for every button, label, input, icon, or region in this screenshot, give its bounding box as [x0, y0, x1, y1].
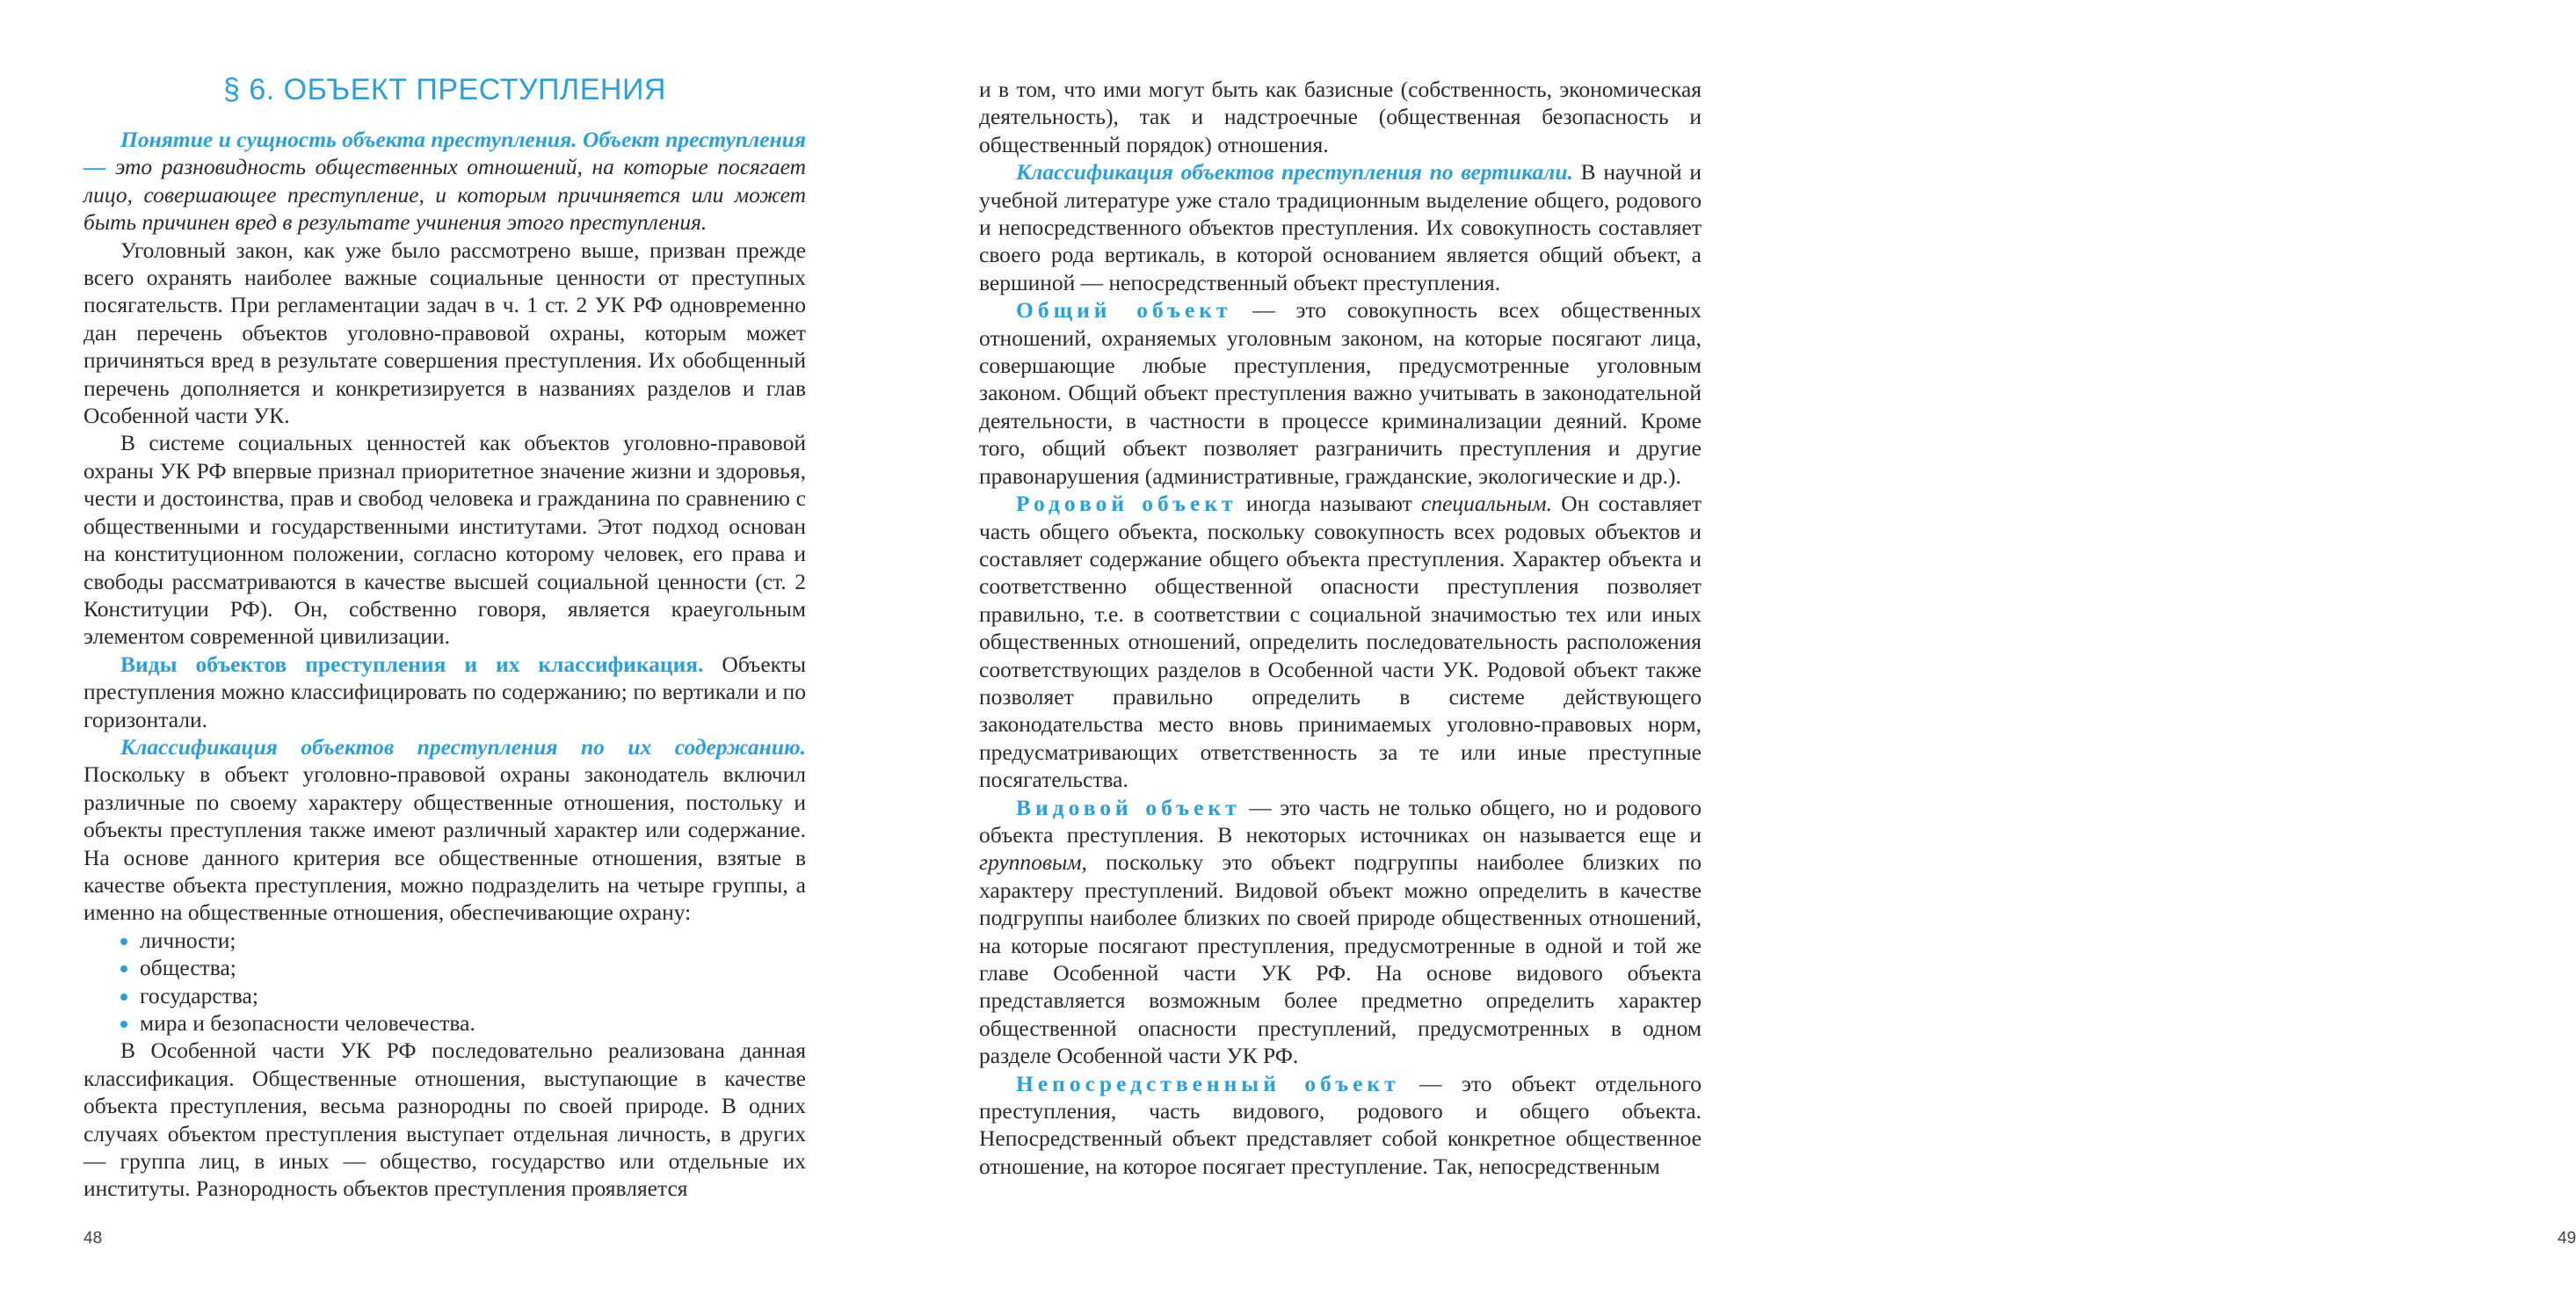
- subheading-vertical-classification: Классификация объектов преступления по вертикали.: [1016, 159, 1573, 186]
- paragraph-text: — это объект отдельного преступления, часть видового, родового и общего объекта. Непосредственный объект представляет собой конкретное общественное отношение, на которое посягает преступление. Так, непосредственным: [979, 1070, 1702, 1179]
- term-species-object: Видовой объект: [1016, 794, 1241, 820]
- bullet-icon: [120, 1021, 127, 1028]
- paragraph-content-classification: [83, 733, 806, 927]
- paragraph-definition: [83, 126, 806, 237]
- right-page: [879, 0, 2576, 1310]
- subheading-concept: Понятие и сущность объекта преступления. Объект преступления —: [83, 127, 806, 180]
- paragraph-text: иногда называют: [1237, 491, 1422, 517]
- left-column: [83, 126, 806, 1203]
- list-item-text: государства;: [140, 982, 258, 1008]
- bullet-icon: [120, 965, 127, 972]
- section-title: § 6. ОБЪЕКТ ПРЕСТУПЛЕНИЯ: [223, 73, 666, 106]
- list-item: [120, 982, 806, 1009]
- paragraph-text: — это совокупность всех общественных отношений, охраняемых уголовным законом, на которые посягают лица, совершающие любые преступления, предусмотренные уголовным законом. Общий объект преступления важно учитывать в законодательной деятельности, в частности в процессе криминализации деяний. Кроме того, общий объект позволяет разграничить преступления и другие правонарушения (административные, гражданские, экологические и др.).: [979, 297, 1702, 489]
- subheading-content-classification: Классификация объектов преступления по их содержанию.: [120, 733, 806, 760]
- paragraph-continuation: и в том, что ими могут быть как базисные (собственность, экономическая деятельность), так и надстроечные (общественная безопасность и общественный порядок) отношения.: [979, 76, 1702, 157]
- left-page: [0, 0, 879, 1310]
- paragraph-generic-object: [979, 490, 1702, 793]
- paragraph-general-object: [979, 296, 1702, 490]
- list-item-text: общества;: [140, 955, 236, 981]
- list-item-text: мира и безопасности человечества.: [140, 1010, 475, 1036]
- list-item: [120, 1009, 806, 1037]
- emphasis-text: специальным.: [1421, 491, 1552, 517]
- paragraph-text: В научной и учебной литературе уже стало традиционным выделение общего, родового и непосредственного объектов преступления. Их совокупность составляет своего рода вертикаль, в которой основанием является общий объект, а вершиной — непосредственный объект преступления.: [979, 159, 1702, 295]
- list-item: [120, 954, 806, 981]
- list-item-text: личности;: [140, 927, 236, 953]
- page-number-right: 49: [2558, 1229, 2576, 1248]
- subheading-types: Виды объектов преступления и их классификация.: [120, 651, 704, 677]
- paragraph: В Особенной части УК РФ последовательно реализована данная классификация. Общественные отношения, выступающие в качестве объекта преступления, весьма разнородны по своей природе. В одних случаях объектом преступления выступает отдельная личность, в других — группа лиц, в иных — общество, государство или отдельные их институты. Разнородность объектов преступления проявляется: [83, 1037, 806, 1202]
- bullet-icon: [120, 993, 127, 1001]
- paragraph-direct-object: [979, 1070, 1702, 1181]
- paragraph: Уголовный закон, как уже было рассмотрено выше, призван прежде всего охранять наиболее важные социальные ценности от преступных посягательств. При регламентации задач в ч. 1 ст. 2 УК РФ одновременно дан перечень объектов уголовно-правовой охраны, которым может причиняться вред в результате совершения преступления. Их обобщенный перечень дополняется и конкретизируется в названиях разделов и глав Особенной части УК.: [83, 237, 806, 429]
- paragraph-species-object: [979, 794, 1702, 1070]
- term-generic-object: Родовой объект: [1016, 491, 1237, 517]
- paragraph-types: [83, 651, 806, 733]
- right-column: [979, 76, 1702, 1180]
- term-general-object: Общий объект: [1016, 297, 1232, 324]
- page-number-left: 48: [83, 1229, 103, 1248]
- paragraph-text: Он составляет часть общего объекта, поскольку совокупность всех родовых объектов и составляет содержание общего объекта преступления. Характер объекта и соответственно общественной опасности преступления позволяет правильно, т.е. в соответствии с социальной значимостью тех или иных общественных отношений, определить последовательность расположения соответствующих разделов в Особенной части УК. Родовой объект также позволяет правильно определить в системе действующего законодательства место вновь принимаемых уголовно-правовых норм, предусматривающих ответственность за те или иные преступные посягательства.: [979, 491, 1702, 793]
- bullet-icon: [120, 938, 127, 945]
- paragraph: В системе социальных ценностей как объектов уголовно-правовой охраны УК РФ впервые признал приоритетное значение жизни и здоровья, чести и достоинства, прав и свобод человека и гражданина по сравнению с общественными и государственными институтами. Этот подход основан на конституционном положении, согласно которому человек, его права и свободы рассматриваются в качестве высшей социальной ценности (ст. 2 Конституции РФ). Он, собственно говоря, является краеугольным элементом современной цивилизации.: [83, 430, 806, 650]
- paragraph-vertical-classification: [979, 158, 1702, 296]
- paragraph-text: поскольку это объект подгруппы наиболее близких по характеру преступлений. Видовой объект можно определить в качестве подгруппы наиболее близких по своей природе общественных отношений, на которые посягают преступления, предусмотренные в одной и той же главе Особенной части УК РФ. На основе видового объекта представляется возможным более предметно определить характер общественной опасности преступлений, предусмотренных в одном разделе Особенной части УК РФ.: [979, 849, 1702, 1069]
- list-item: [120, 927, 806, 954]
- bullet-list: [83, 927, 806, 1037]
- emphasis-text: групповым,: [979, 849, 1087, 876]
- paragraph-text: Поскольку в объект уголовно-правовой охраны законодатель включил различные по своему характеру общественные отношения, постольку и объекты преступления также имеют различный характер или содержание. На основе данного критерия все общественные отношения, взятые в качестве объекта преступления, можно подразделить на четыре группы, а именно на общественные отношения, обеспечивающие охрану:: [83, 761, 806, 926]
- paragraph-text: Объекты преступления можно классифицировать по содержанию; по вертикали и по горизонтали.: [83, 651, 806, 732]
- paragraph-text: — это часть не только общего, но и родового объекта преступления. В некоторых источниках он называется еще и: [979, 794, 1702, 848]
- definition-text: это разновидность общественных отношений, на которые посягает лицо, совершающее преступление, и которым причиняется или может быть причинен вред в результате учинения этого преступления.: [83, 154, 807, 236]
- term-direct-object: Непосредственный объект: [1016, 1070, 1400, 1096]
